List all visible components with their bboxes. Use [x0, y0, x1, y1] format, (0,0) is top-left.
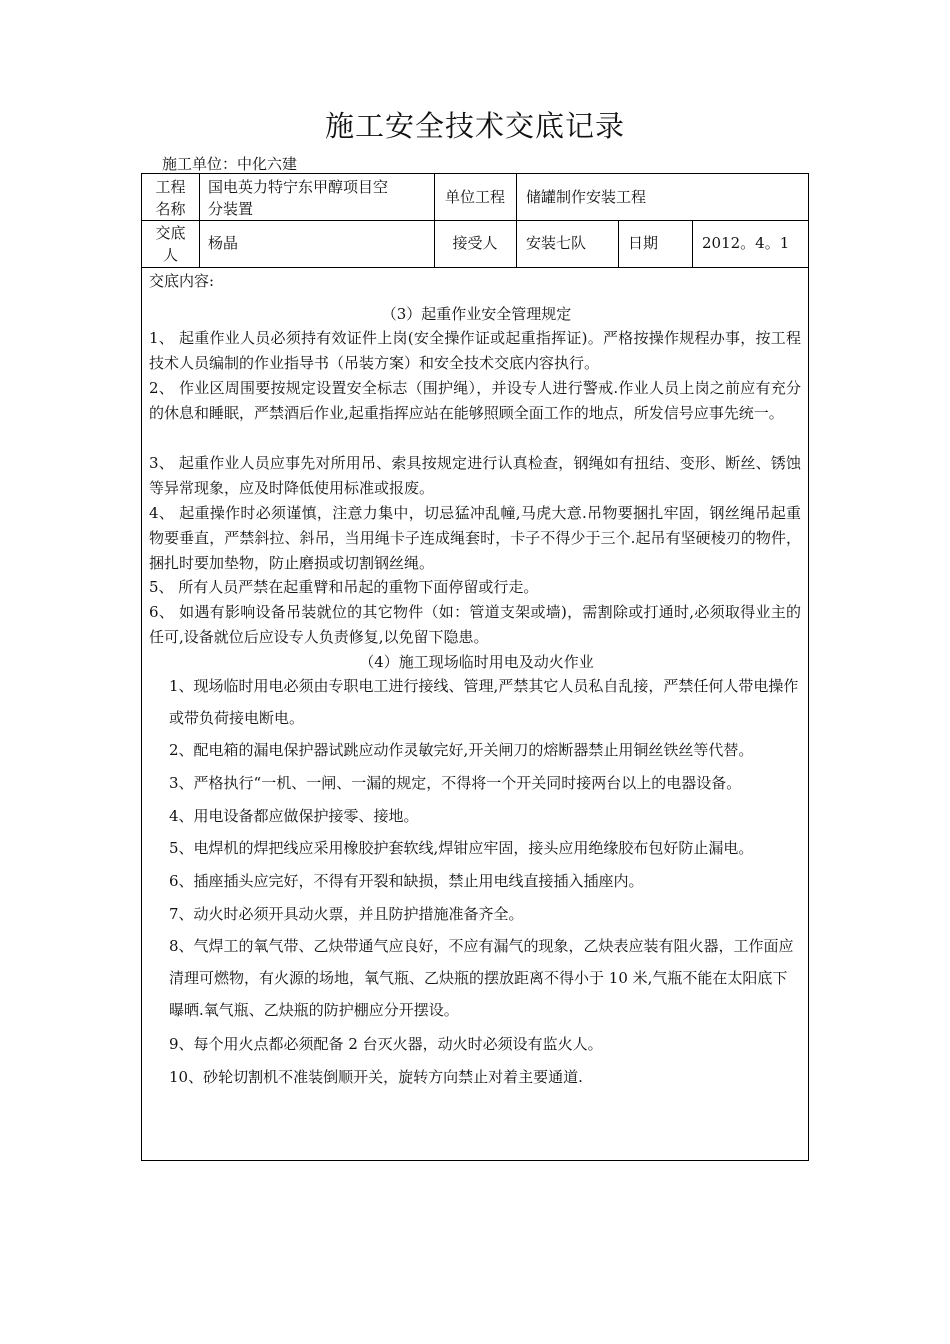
- section-4-item: 5、电焊机的焊把线应采用橡胶护套软线,焊钳应牢固，接头应用绝缘胶布包好防止漏电。: [169, 839, 754, 857]
- section-3-item: 2、 作业区周围要按规定设置安全标志（围护绳），并设专人进行警戒.作业人员上岗之前应有充分的休息和睡眠，严禁酒后作业,起重指挥应站在能够照顾全面工作的地点，所发信号应事先统一。: [149, 379, 801, 422]
- section-4-item: 4、用电设备都应做保护接零、接地。: [169, 807, 419, 825]
- row-divider: [142, 220, 808, 221]
- content-label: 交底内容:: [149, 272, 215, 290]
- date-value: 2012。4。1: [702, 234, 790, 252]
- presenter-label: 交底 人: [155, 224, 186, 264]
- col-divider: [692, 220, 693, 267]
- project-name-value: 国电英力特宁东甲醇项目空 分装置: [208, 178, 389, 218]
- section-3-title: （3）起重作业安全管理规定: [381, 305, 572, 323]
- section-4-item: 3、严格执行“一机、一闸、一漏的规定，不得将一个开关同时接两台以上的电器设备。: [169, 774, 742, 792]
- col-divider: [199, 174, 200, 267]
- section-3-item: 6、 如遇有影响设备吊装就位的其它物件（如：管道支架或墙)，需割除或打通时,必须取得业主的任可,设备就位后应设专人负责修复,以免留下隐患。: [149, 603, 801, 646]
- section-4-item: 9、每个用火点都必须配备 2 台灭火器，动火时必须设有监火人。: [169, 1035, 603, 1053]
- row-divider: [142, 267, 808, 268]
- presenter-value: 杨晶: [208, 234, 239, 252]
- col-divider: [516, 174, 517, 267]
- section-4-item: 6、插座插头应完好，不得有开裂和缺损，禁止用电线直接插入插座内。: [169, 872, 644, 890]
- section-3-item: 1、 起重作业人员必须持有效证件上岗(安全操作证或起重指挥证)。严格按操作规程办事，按工程技术人员编制的作业指导书（吊装方案）和安全技术交底内容执行。: [149, 329, 801, 372]
- section-4-item: 1、现场临时用电必须由专职电工进行接线、管理,严禁其它人员私自乱接，严禁任何人带电操作或带负荷接电断电。: [169, 677, 799, 727]
- section-4-item: 7、动火时必须开具动火票，并且防护措施准备齐全。: [169, 905, 524, 923]
- unit-project-label: 单位工程: [444, 188, 505, 206]
- receiver-value: 安装七队: [526, 234, 587, 252]
- project-name-label: 工程 名称: [155, 178, 186, 218]
- date-label: 日期: [628, 234, 659, 252]
- section-4-item: 10、砂轮切割机不准装倒顺开关，旋转方向禁止对着主要通道.: [169, 1068, 583, 1086]
- section-3-item: 5、 所有人员严禁在起重臂和吊起的重物下面停留或行走。: [149, 578, 539, 596]
- col-divider: [618, 220, 619, 267]
- document-title: 施工安全技术交底记录: [324, 109, 625, 143]
- construction-unit: 施工单位：中化六建: [162, 155, 298, 173]
- section-3-item: 3、 起重作业人员应事先对所用吊、索具按规定进行认真检查，钢绳如有扭结、变形、断丝、锈蚀等异常现象，应及时降低使用标准或报废。: [149, 454, 801, 497]
- section-4-title: （4）施工现场临时用电及动火作业: [359, 653, 594, 671]
- section-4-item: 2、配电箱的漏电保护器试跳应动作灵敏完好,开关闸刀的熔断器禁止用铜丝铁丝等代替。: [169, 741, 754, 759]
- section-3-item: 4、 起重操作时必须谨慎，注意力集中，切忌猛冲乱幢,马虎大意.吊物要捆扎牢固，钢丝绳吊起重物要垂直，严禁斜拉、斜吊，当用绳卡子连成绳套时，卡子不得少于三个.起吊有坚硬棱刃的物件，捆扎时要加垫物，防止磨损或切割钢丝绳。: [149, 504, 801, 572]
- section-4-item: 8、气焊工的氧气带、乙炔带通气应良好，不应有漏气的现象，乙炔表应装有阻火器，工作面应清理可燃物，有火源的场地，氧气瓶、乙炔瓶的摆放距离不得小于 10 米,气瓶不能在太阳底下曝晒.氧气瓶、乙炔瓶的防护棚应分开摆设。: [169, 937, 794, 1019]
- receiver-label: 接受人: [452, 234, 498, 252]
- unit-project-value: 储罐制作安装工程: [526, 188, 647, 206]
